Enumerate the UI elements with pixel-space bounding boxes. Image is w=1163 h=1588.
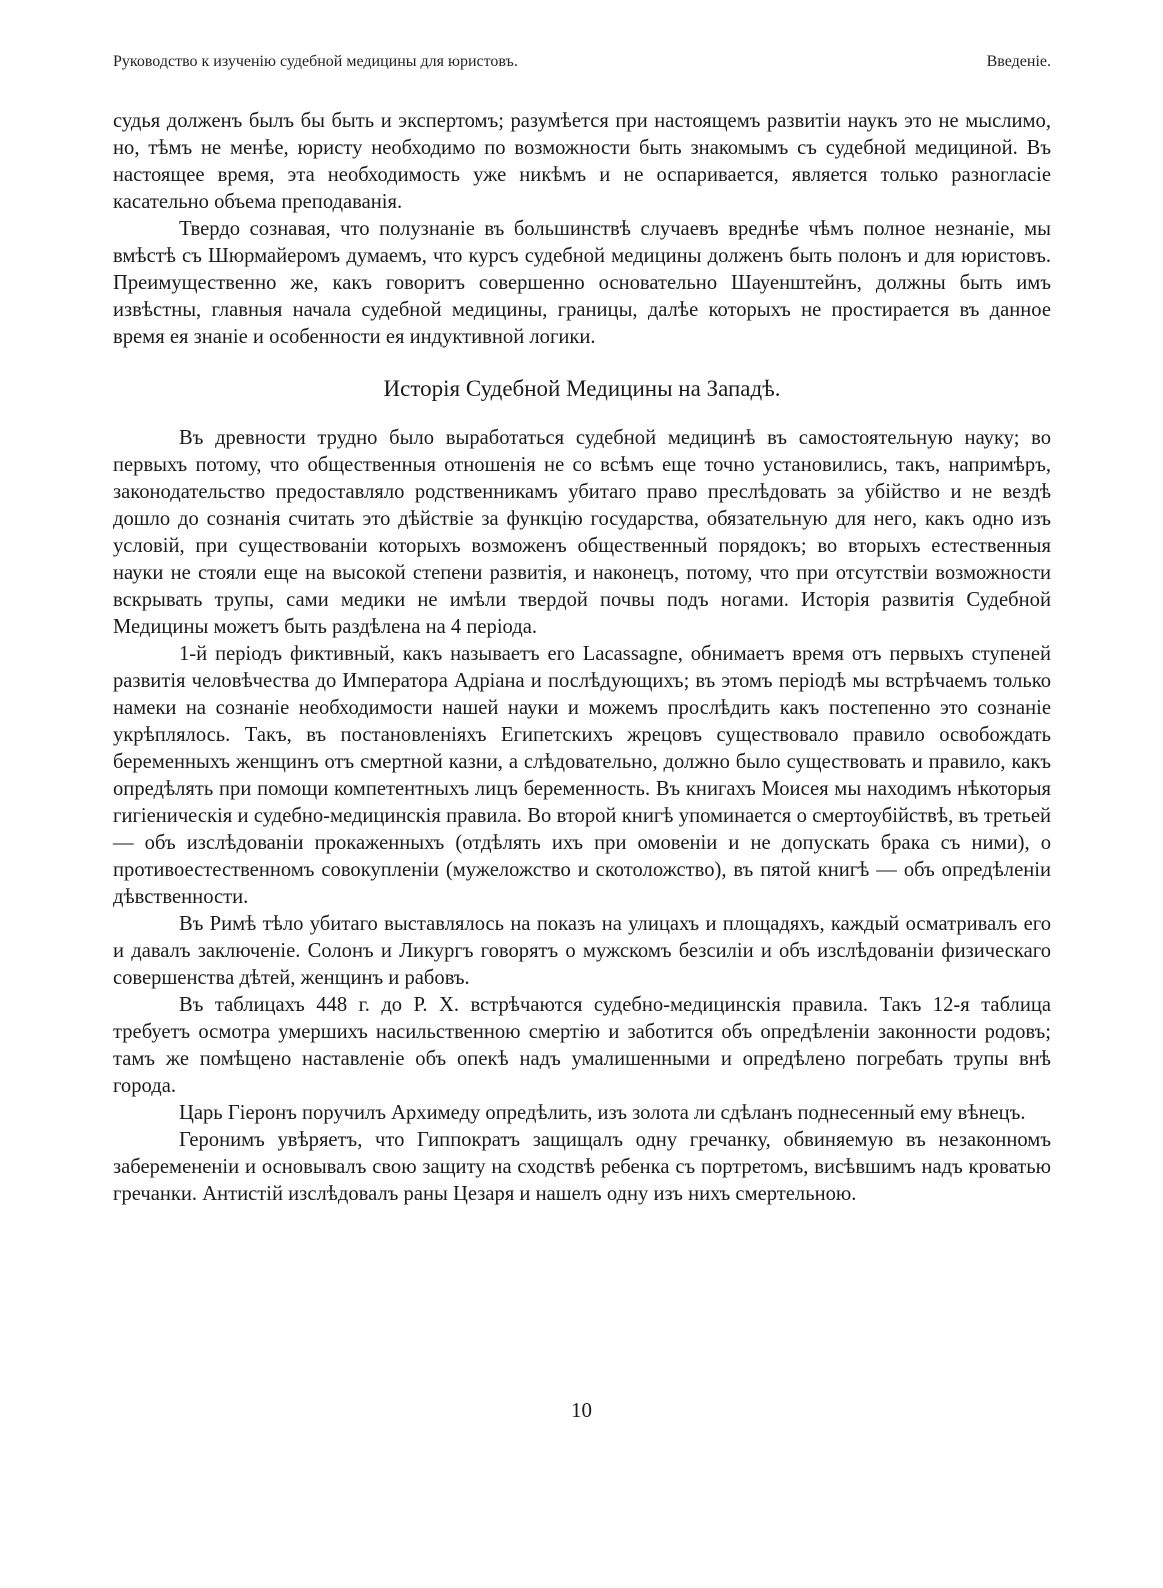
- paragraph-continued: судья долженъ былъ бы быть и экспертомъ; разумѣется при настоящемъ развитіи наукъ это не мыслимо, но, тѣмъ не менѣе, юристу необходимо по возможности быть знакомымъ съ судебной медициной. Въ настоящее время, эта необходимость уже никѣмъ и не оспаривается, является только разногласіе касательно объема преподаванія.: [113, 110, 1051, 213]
- paragraph: Въ Римѣ тѣло убитаго выставлялось на показъ на улицахъ и площадяхъ, каждый осматривалъ его и давалъ заключеніе. Солонъ и Ликургъ говорятъ о мужскомъ безсиліи и объ изслѣдованіи физическаго совершенства дѣтей, женщинъ и рабовъ.: [113, 913, 1051, 989]
- paragraph: Въ древности трудно было выработаться судебной медицинѣ въ самостоятельную науку; во первыхъ потому, что общественныя отношенія не со всѣмъ еще точно установились, такъ, напримѣръ, законодательство предоставляло родственникамъ убитаго право преслѣдовать за убійство и не вездѣ дошло до сознанія считать это дѣйствіе за функцію государства, обязательную для него, какъ одно изъ условій, при существованіи которыхъ возможенъ общественный порядокъ; во вторыхъ естественныя науки не стояли еще на высокой степени развитія, и наконецъ, потому, что при отсутствіи возможности вскрывать трупы, сами медики не имѣли твердой почвы подъ ногами. Исторія развитія Судебной Медицины можетъ быть раздѣлена на 4 періода.: [113, 427, 1051, 638]
- paragraph: Геронимъ увѣряетъ, что Гиппократъ защищалъ одну гречанку, обвиняемую въ незаконномъ заберемененіи и основывалъ свою защиту на сходствѣ ребенка съ портретомъ, висѣвшимъ надъ кроватью гречанки. Антистій изслѣдовалъ раны Цезаря и нашелъ одну изъ нихъ смертельною.: [113, 1129, 1051, 1205]
- paragraph: Царь Гіеронъ поручилъ Архимеду опредѣлить, изъ золота ли сдѣланъ поднесенный ему вѣнецъ.: [179, 1102, 1026, 1124]
- running-header: [113, 52, 1051, 72]
- page-number: 10: [571, 1398, 592, 1422]
- running-header-section: Введеніе.: [986, 53, 1051, 70]
- paragraph: Твердо сознавая, что полузнаніе въ большинствѣ случаевъ вреднѣе чѣмъ полное незнаніе, мы вмѣстѣ съ Шюрмайеромъ думаемъ, что курсъ судебной медицины долженъ быть полонъ и для юристовъ. Преимущественно же, какъ говоритъ совершенно основательно Шауенштейнъ, должны быть имъ извѣстны, главныя начала судебной медицины, границы, далѣе которыхъ не простирается въ данное время ея знаніе и особенности ея индуктивной логики.: [113, 218, 1051, 348]
- section-heading: Исторія Судебной Медицины на Западѣ.: [383, 376, 781, 401]
- paragraph: 1-й періодъ фиктивный, какъ называетъ его Lacassagne, обнимаетъ время отъ первыхъ ступеней развитія человѣчества до Императора Адріана и послѣдующихъ; въ этомъ періодѣ мы встрѣчаемъ только намеки на сознаніе необходимости нашей науки и можемъ прослѣдить какъ постепенно это сознаніе укрѣплялось. Такъ, въ постановленіяхъ Египетскихъ жрецовъ существовало правило освобождать беременныхъ женщинъ отъ смертной казни, а слѣдовательно, должно было существовать и правило, какъ опредѣлять при помощи компетентныхъ лицъ беременность. Въ книгахъ Моисея мы находимъ нѣкоторыя гигіеническія и судебно-медицинскія правила. Во второй книгѣ упоминается о смертоубійствѣ, въ третьей — объ изслѣдованіи прокаженныхъ (отдѣлять ихъ при омовеніи и не допускать брака съ ними), о противоестественномъ совокупленіи (мужеложство и скотоложство), въ пятой книгѣ — объ опредѣленіи дѣвственности.: [113, 643, 1051, 908]
- paragraph: Въ таблицахъ 448 г. до Р. Х. встрѣчаются судебно-медицинскія правила. Такъ 12-я таблица требуетъ осмотра умершихъ насильственною смертію и заботится объ опредѣленіи законности родовъ; тамъ же помѣщено наставленіе объ опекѣ надъ умалишенными и опредѣлено погребать трупы внѣ города.: [113, 994, 1051, 1097]
- running-header-title: Руководство к изученію судебной медицины для юристовъ.: [113, 53, 518, 70]
- body-text: [113, 108, 1051, 1208]
